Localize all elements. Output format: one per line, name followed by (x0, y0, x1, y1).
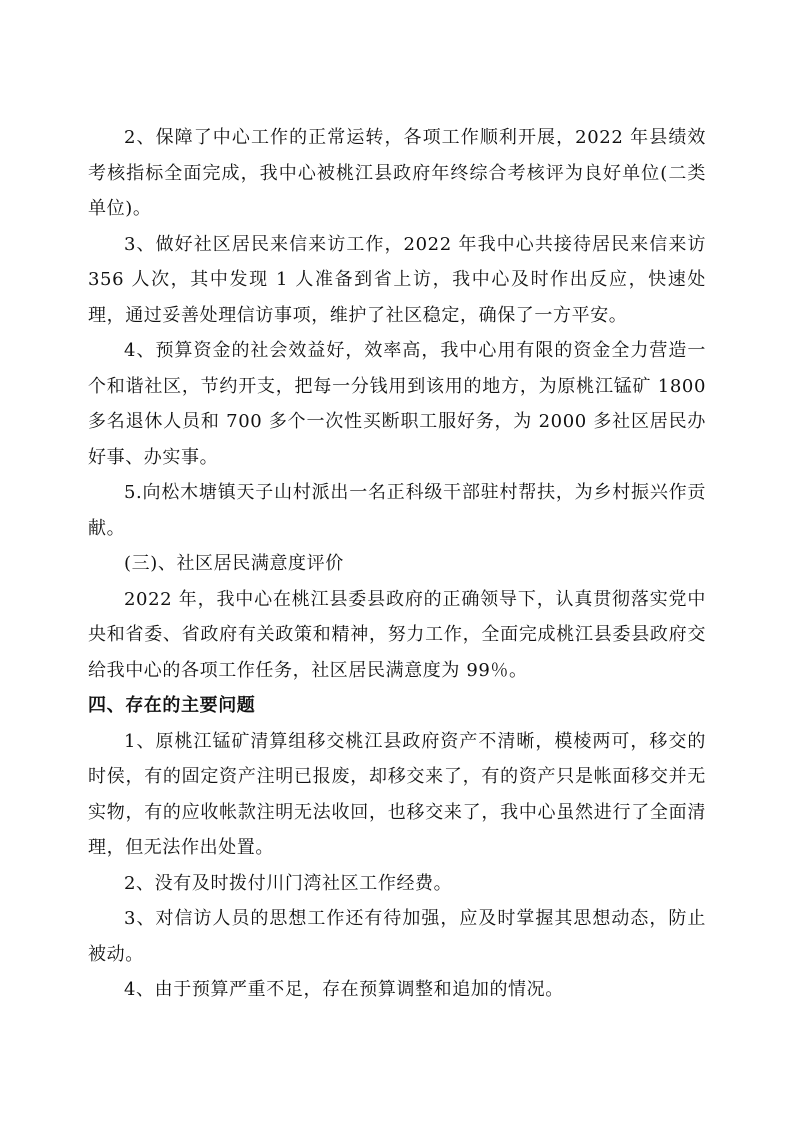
paragraph-petition-work: 3、做好社区居民来信来访工作，2022 年我中心共接待居民来信来访 356 人次，其中发现 1 人准备到省上访，我中心及时作出反应，快速处理，通过妥善处理信访事项，维护了社区稳定，确保了一方平安。 (88, 233, 706, 326)
document-body (88, 120, 706, 1008)
section-heading-main-problems: 四、存在的主要问题 (88, 695, 256, 716)
problem-item-petitioner-work: 3、对信访人员的思想工作还有待加强，应及时掌握其思想动态，防止被动。 (88, 908, 706, 965)
paragraph-budget-benefits: 4、预算资金的社会效益好，效率高，我中心用有限的资金全力营造一个和谐社区，节约开支，把每一分钱用到该用的地方，为原桃江锰矿 1800 多名退休人员和 700 多个一次性买断职工服好务，为 2000 多社区居民办好事、办实事。 (88, 340, 706, 468)
subheading-satisfaction-evaluation: (三)、社区居民满意度评价 (124, 553, 344, 574)
paragraph-satisfaction-result: 2022 年，我中心在桃江县委县政府的正确领导下，认真贯彻落实党中央和省委、省政府有关政策和精神，努力工作，全面完成桃江县委县政府交给我中心的各项工作任务，社区居民满意度为 99％。 (88, 588, 706, 681)
paragraph-performance-assessment: 2、保障了中心工作的正常运转，各项工作顺利开展，2022 年县绩效考核指标全面完成，我中心被桃江县政府年终综合考核评为良好单位(二类单位)。 (88, 127, 706, 219)
paragraph-rural-assistance: 5.向松木塘镇天子山村派出一名正科级干部驻村帮扶，为乡村振兴作贡献。 (88, 482, 706, 539)
problem-item-budget-shortage: 4、由于预算严重不足，存在预算调整和追加的情况。 (124, 979, 564, 1000)
problem-item-community-funding: 2、没有及时拨付川门湾社区工作经费。 (124, 872, 453, 894)
problem-item-asset-transfer: 1、原桃江锰矿清算组移交桃江县政府资产不清晰，模棱两可，移交的时侯，有的固定资产注明已报废，却移交来了，有的资产只是帐面移交并无实物，有的应收帐款注明无法收回，也移交来了，我中心虽然进行了全面清理，但无法作出处置。 (88, 730, 706, 858)
